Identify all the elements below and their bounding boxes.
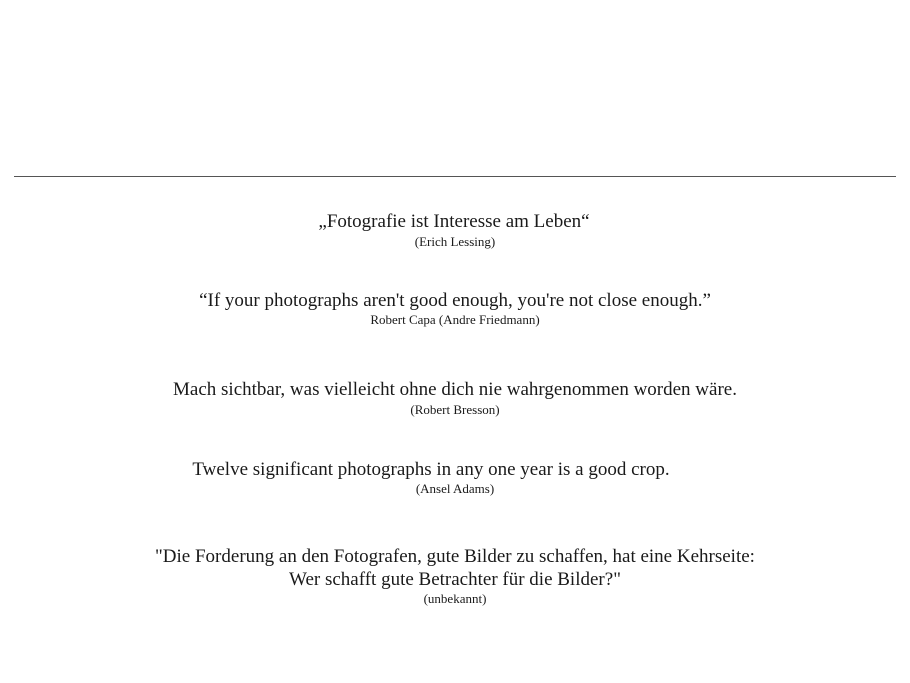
quote-author-1: (Erich Lessing) — [414, 234, 496, 249]
quote-author-4: (Ansel Adams) — [415, 481, 495, 496]
quote-author-3: (Robert Bresson) — [410, 402, 500, 417]
quote-text-5-line-2: Wer schafft gute Betrachter für die Bilder?" — [289, 569, 621, 590]
quote-author-5: (unbekannt) — [423, 591, 487, 606]
horizontal-divider — [14, 176, 896, 177]
quote-text-5-line-1: "Die Forderung an den Fotografen, gute Bilder zu schaffen, hat eine Kehrseite: — [155, 546, 755, 567]
quote-text-2: “If your photographs aren't good enough, you're not close enough.” — [199, 290, 711, 311]
quote-author-2: Robert Capa (Andre Friedmann) — [370, 312, 540, 327]
quote-text-4: Twelve significant photographs in any one year is a good crop. — [192, 459, 670, 480]
quote-text-1: „Fotografie ist Interesse am Leben“ — [318, 211, 590, 232]
quote-text-3: Mach sichtbar, was vielleicht ohne dich nie wahrgenommen worden wäre. — [173, 379, 737, 400]
